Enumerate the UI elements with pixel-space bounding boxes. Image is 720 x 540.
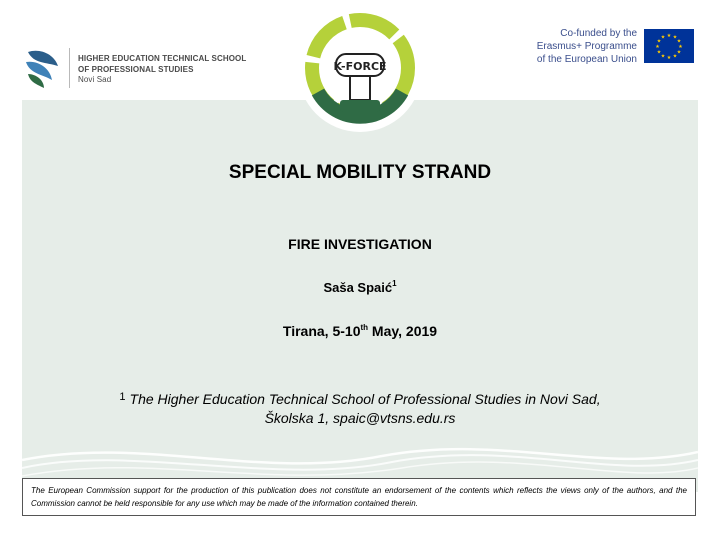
date-ordinal: th [360, 323, 369, 332]
logo-divider [69, 48, 70, 88]
svg-text:★: ★ [676, 38, 682, 45]
school-city: Novi Sad [78, 75, 112, 84]
affiliation-line2: Školska 1, spaic@vtsns.edu.rs [264, 410, 456, 426]
event-date [0, 323, 720, 339]
eu-funding-text [531, 27, 637, 66]
author-name: Saša Spaić [323, 280, 393, 295]
affiliation-footnote-marker: 1 [119, 391, 126, 403]
eu-flag-icon [644, 29, 694, 63]
school-name [78, 54, 246, 86]
svg-text:★: ★ [672, 34, 678, 41]
eu-funding-line1: Co-funded by the [560, 28, 637, 39]
school-name-line1: HIGHER EDUCATION TECHNICAL SCHOOL [78, 54, 247, 63]
slide-title: SPECIAL MOBILITY STRAND [228, 162, 492, 183]
svg-text:★: ★ [666, 55, 672, 61]
svg-text:★: ★ [666, 33, 672, 39]
date-suffix: May, 2019 [368, 323, 438, 339]
school-name-line2: OF PROFESSIONAL STUDIES [78, 64, 194, 74]
svg-text:★: ★ [672, 53, 678, 60]
svg-text:★: ★ [656, 38, 662, 45]
svg-text:★: ★ [678, 44, 683, 50]
k-force-logo [296, 8, 424, 132]
affiliation-line1: The Higher Education Technical School of Professional Studies in Novi Sad, [129, 391, 601, 407]
k-force-logo-text: K-FORCE [333, 60, 387, 73]
eu-funding-line3: of the European Union [536, 54, 637, 65]
svg-text:★: ★ [676, 49, 682, 56]
slide-subtitle: FIRE INVESTIGATION [288, 236, 432, 252]
svg-text:★: ★ [660, 34, 666, 41]
date-prefix: Tirana, 5-10 [282, 323, 361, 339]
affiliation [60, 388, 660, 428]
svg-text:★: ★ [656, 49, 662, 56]
eu-funding-line2: Erasmus+ Programme [536, 41, 637, 52]
school-logo-icon [24, 44, 64, 90]
svg-text:★: ★ [660, 53, 666, 60]
author [0, 280, 720, 295]
eu-disclaimer: The European Commission support for the production of this publication does not constitute an endorsement of the contents which reflects the views only of the authors, and the Commission cannot be held responsible for any use which may be made of the information contained therein. [22, 478, 696, 516]
svg-text:★: ★ [655, 44, 660, 50]
author-footnote-marker: 1 [392, 279, 397, 288]
